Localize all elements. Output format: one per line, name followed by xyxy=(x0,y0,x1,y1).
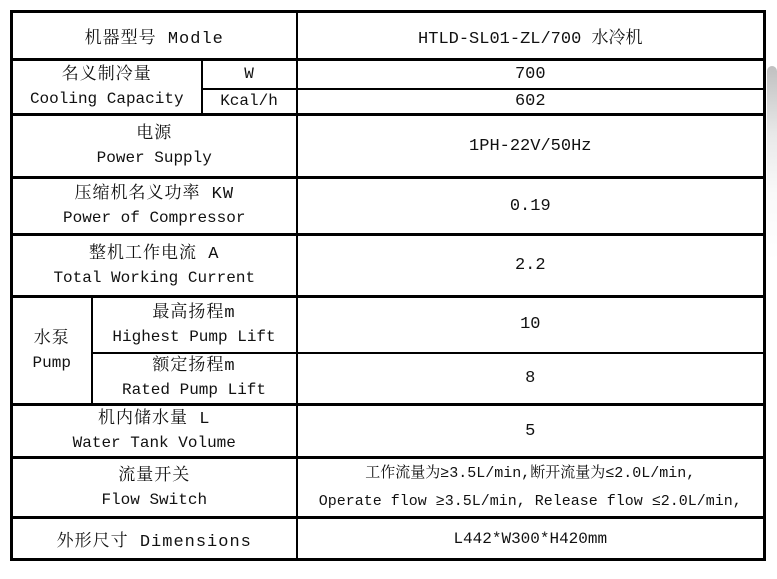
pump-highest-value: 10 xyxy=(297,297,765,353)
pump-label-zh: 水泵 xyxy=(33,329,70,349)
pump-highest-label-en: Highest Pump Lift xyxy=(112,327,276,346)
compressor-label-cell xyxy=(12,178,297,235)
flow-switch-label-zh: 流量开关 xyxy=(118,466,191,486)
spec-row-pump-rated xyxy=(12,353,765,405)
cooling-label-zh: 名义制冷量 xyxy=(61,66,152,85)
cooling-value-kcal: 602 xyxy=(297,89,765,115)
flow-switch-value-cell xyxy=(297,458,765,518)
power-supply-label-en: Power Supply xyxy=(96,149,212,167)
current-label-zh: 整机工作电流 A xyxy=(89,244,220,264)
spec-row-model xyxy=(12,12,765,60)
pump-rated-label-en: Rated Pump Lift xyxy=(121,381,267,400)
tank-label-zh: 机内储水量 L xyxy=(98,410,211,429)
pump-rated-value: 8 xyxy=(297,353,765,405)
cooling-label-en: Cooling Capacity xyxy=(29,90,184,108)
cooling-unit-w: W xyxy=(202,60,297,89)
scrollbar-thumb[interactable] xyxy=(767,66,777,261)
cooling-label-cell xyxy=(12,60,202,115)
power-supply-label-cell xyxy=(12,115,297,178)
power-supply-value: 1PH-22V/50Hz xyxy=(297,115,765,178)
dimensions-label-cell xyxy=(12,518,297,560)
spec-row-compressor xyxy=(12,178,765,235)
spec-table xyxy=(10,10,766,561)
tank-label-en: Water Tank Volume xyxy=(72,434,236,452)
spec-row-flow-switch xyxy=(12,458,765,518)
cooling-value-w: 700 xyxy=(297,60,765,89)
flow-switch-label-cell xyxy=(12,458,297,518)
spec-row-current xyxy=(12,235,765,297)
spec-row-tank xyxy=(12,405,765,458)
spec-row-dimensions xyxy=(12,518,765,560)
tank-value: 5 xyxy=(297,405,765,458)
spec-row-power-supply xyxy=(12,115,765,178)
compressor-value: 0.19 xyxy=(297,178,765,235)
spec-row-pump-highest xyxy=(12,297,765,353)
pump-label-cell xyxy=(12,297,92,405)
spec-row-cooling-w xyxy=(12,60,765,89)
model-label-cell xyxy=(12,12,297,60)
model-value: HTLD-SL01-ZL/700 水冷机 xyxy=(297,12,765,60)
cooling-unit-kcal: Kcal/h xyxy=(202,89,297,115)
pump-label-en: Pump xyxy=(32,353,71,372)
model-label: 机器型号 Modle xyxy=(84,29,224,49)
current-value: 2.2 xyxy=(297,235,765,297)
pump-rated-label-cell xyxy=(92,353,297,405)
flow-switch-value-line1: 工作流量为≥3.5L/min,断开流量为≤2.0L/min, xyxy=(365,464,696,482)
pump-highest-label-zh: 最高扬程m xyxy=(152,303,236,323)
flow-switch-value-line2: Operate flow ≥3.5L/min, Release flow ≤2.0L/min, xyxy=(318,492,742,510)
current-label-cell xyxy=(12,235,297,297)
pump-rated-label-zh: 额定扬程m xyxy=(152,357,236,377)
pump-highest-label-cell xyxy=(92,297,297,353)
compressor-label-zh: 压缩机名义功率 KW xyxy=(74,185,235,204)
power-supply-label-zh: 电源 xyxy=(136,125,173,144)
spec-sheet xyxy=(10,10,766,561)
tank-label-cell xyxy=(12,405,297,458)
current-label-en: Total Working Current xyxy=(53,268,256,287)
flow-switch-label-en: Flow Switch xyxy=(101,490,208,509)
compressor-label-en: Power of Compressor xyxy=(63,209,246,227)
dimensions-value: L442*W300*H420mm xyxy=(297,518,765,560)
dimensions-label: 外形尺寸 Dimensions xyxy=(56,532,252,552)
